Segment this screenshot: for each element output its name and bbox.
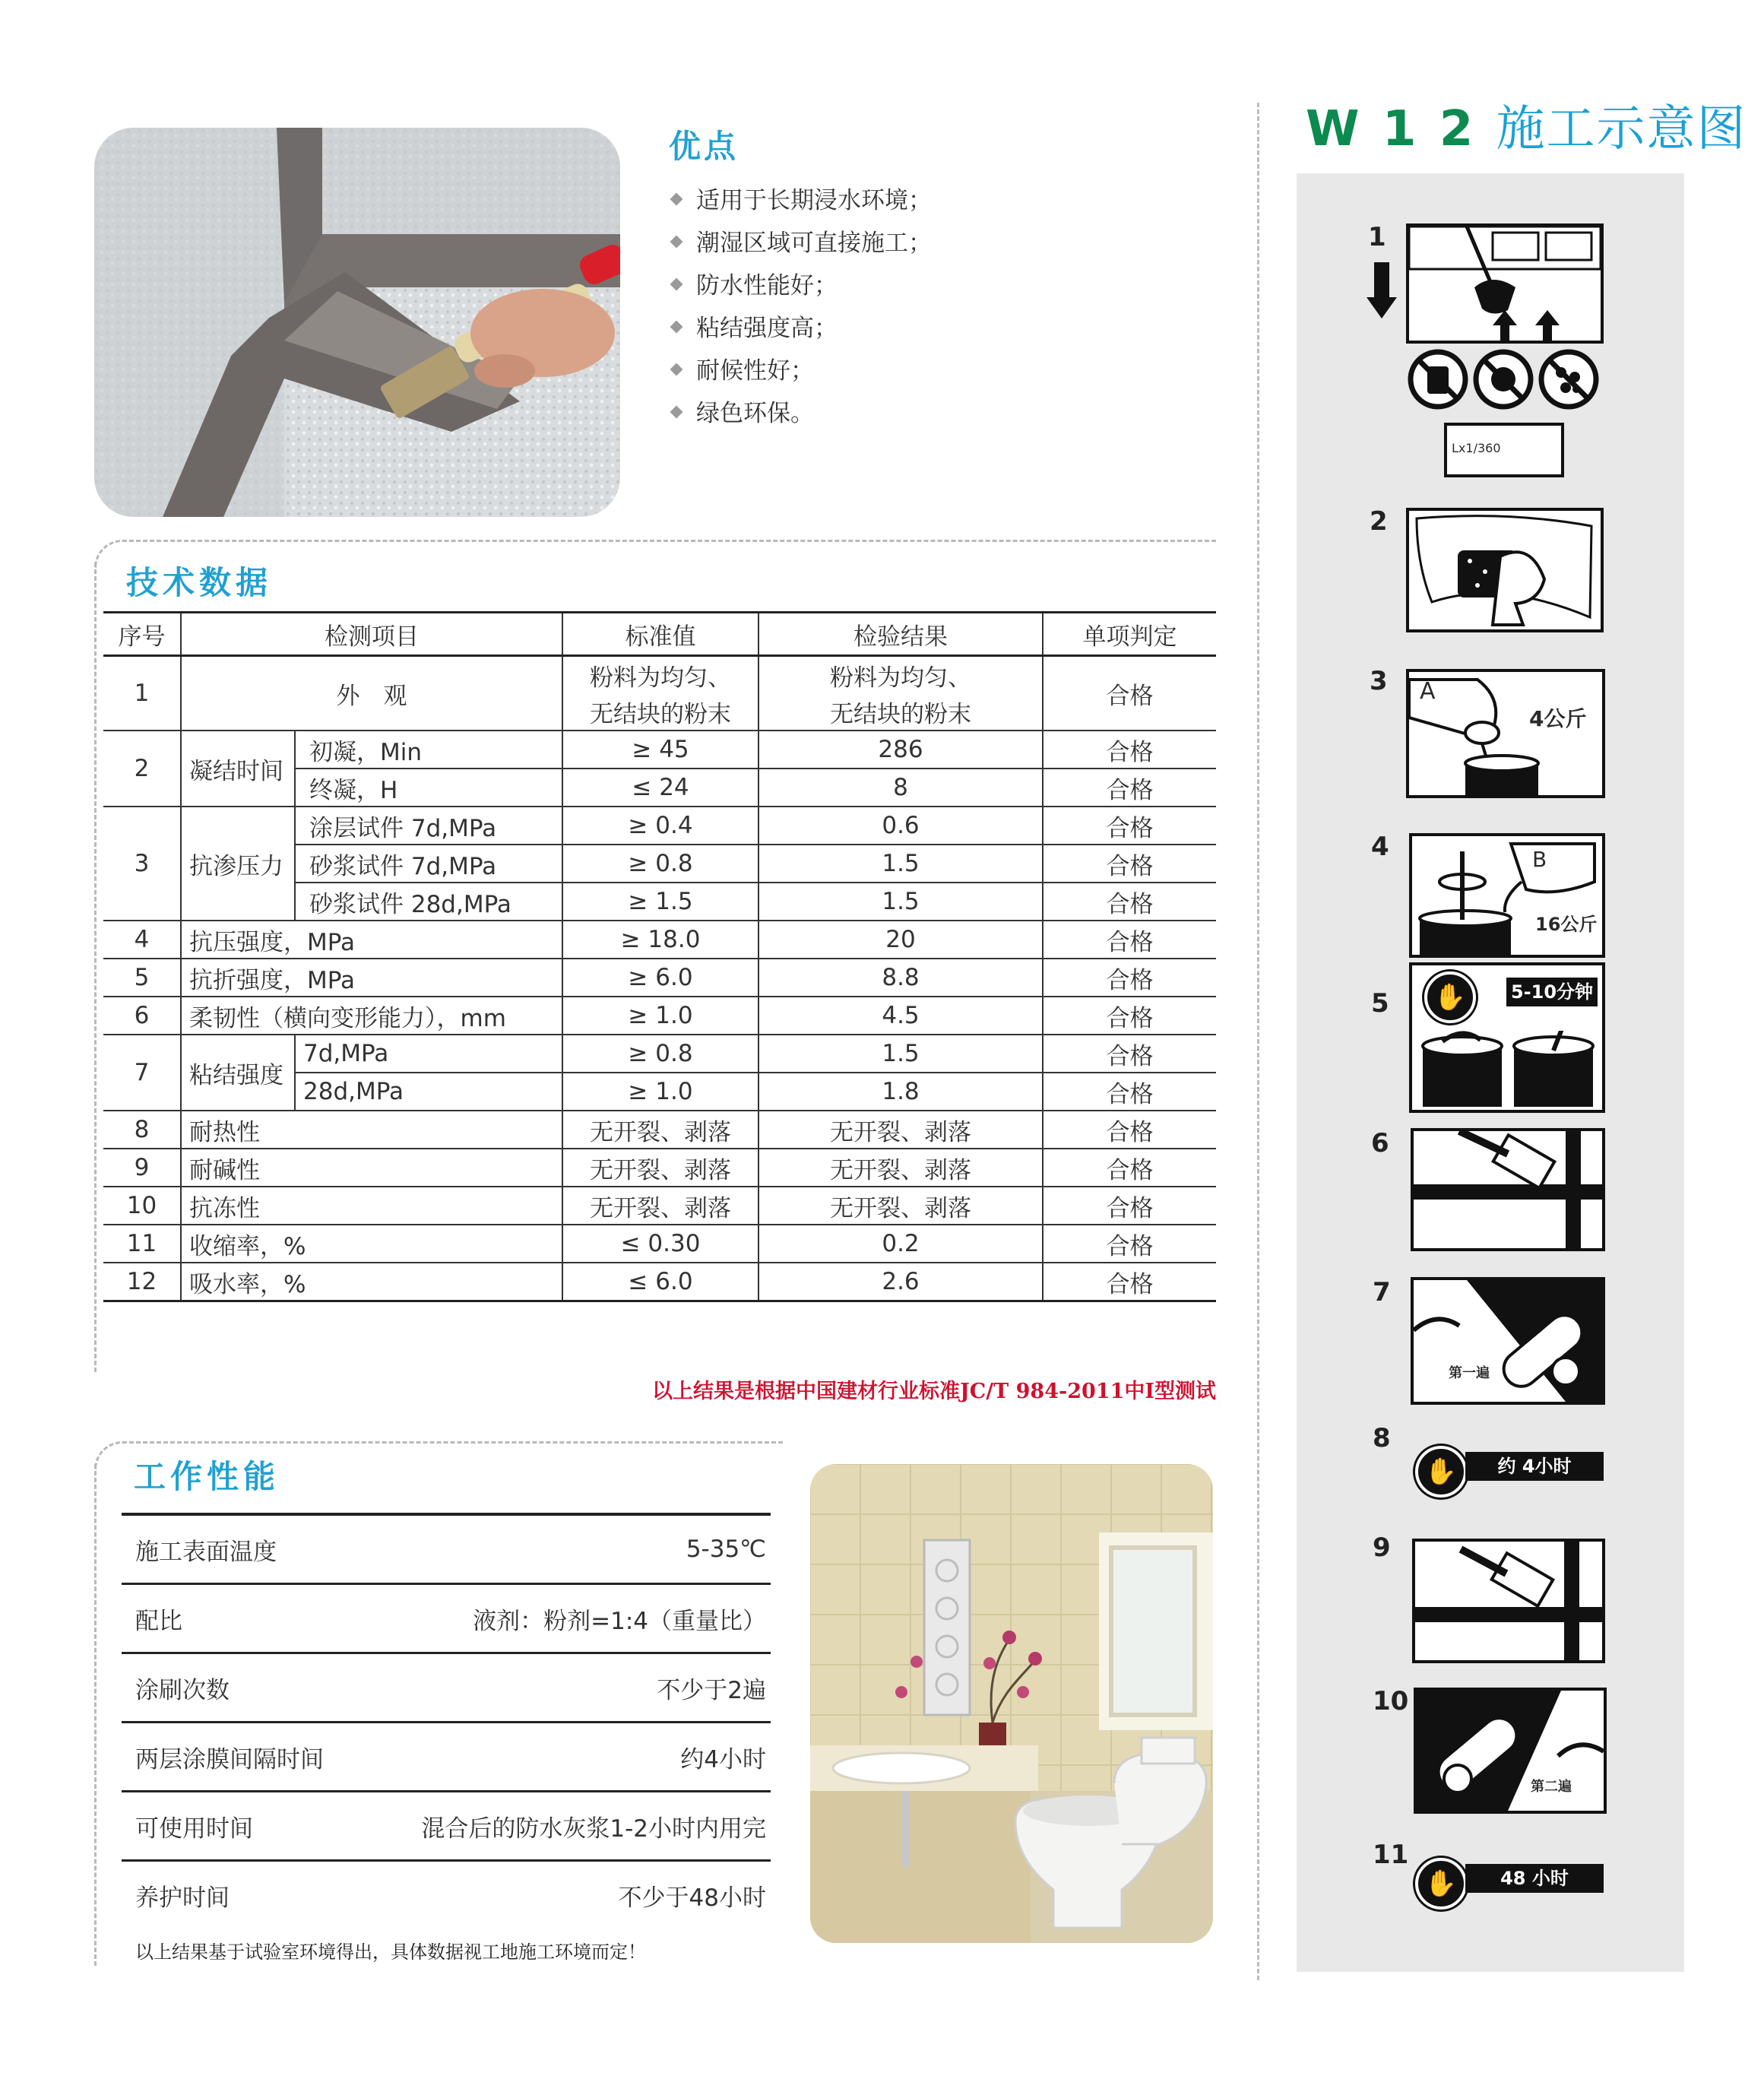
brush-corner-icon (1414, 1131, 1602, 1248)
step-1-surface-cleaning-card (1406, 223, 1604, 344)
table-row (103, 1149, 1216, 1187)
test-result: 286 (758, 731, 1043, 769)
table-row (103, 921, 1216, 959)
step-number: 1 (1368, 222, 1386, 252)
table-row (122, 1792, 771, 1861)
component-letter: A (1420, 678, 1436, 705)
corner-brushing-photo (94, 128, 620, 517)
diamond-bullet-icon (670, 363, 683, 376)
test-group: 凝结时间 (181, 731, 295, 807)
table-header: 检测项目 (181, 613, 562, 656)
step-number: 7 (1373, 1277, 1391, 1307)
test-item: 涂层试件 7d,MPa (295, 807, 562, 845)
flatness-label: Lx1/360 (1452, 441, 1501, 455)
test-item: 终凝，H (295, 769, 562, 807)
row-number: 2 (103, 731, 181, 807)
step-3-pour-liquid-card (1406, 669, 1605, 798)
brush-corner-icon (1415, 1542, 1602, 1660)
property-label: 施工表面温度 (122, 1514, 357, 1584)
test-result: 1.5 (758, 845, 1043, 883)
test-item: 抗冻性 (181, 1187, 562, 1225)
list-item: 耐候性好； (669, 350, 932, 392)
step-number: 2 (1370, 506, 1388, 537)
table-row (103, 959, 1216, 997)
verdict: 合格 (1043, 845, 1216, 883)
wait-time: 约 4小时 (1465, 1452, 1604, 1481)
diamond-bullet-icon (670, 278, 683, 291)
verdict: 合格 (1043, 1035, 1216, 1073)
standard-note: 以上结果是根据中国建材行业标准JC/T 984-2011中I型测试 (652, 1380, 1216, 1403)
row-number: 3 (103, 807, 181, 921)
section-divider (129, 1441, 783, 1444)
verdict: 合格 (1043, 769, 1216, 807)
property-value: 不少于2遍 (357, 1653, 771, 1723)
standard-value: ≥ 18.0 (562, 921, 758, 959)
test-result: 1.5 (758, 883, 1043, 921)
hand-stop-icon: ✋ (1415, 1858, 1467, 1910)
test-result: 无开裂、剥落 (758, 1187, 1043, 1225)
standard-value: ≥ 0.8 (562, 1035, 758, 1073)
standard-value: ≥ 1.0 (562, 997, 758, 1035)
pour-bottle-icon (1409, 672, 1602, 795)
test-item: 砂浆试件 7d,MPa (295, 845, 562, 883)
table-header: 单项判定 (1043, 613, 1216, 656)
section-divider (94, 1464, 97, 1966)
standard-value: ≥ 1.5 (562, 883, 758, 921)
row-number: 4 (103, 921, 181, 959)
test-result: 2.6 (758, 1263, 1043, 1301)
standard-value: 无开裂、剥落 (562, 1187, 758, 1225)
tech-data-table (103, 611, 1216, 1302)
verdict: 合格 (1043, 731, 1216, 769)
table-row (103, 997, 1216, 1035)
test-item: 7d,MPa (295, 1035, 562, 1073)
step-10-second-coat-card (1414, 1688, 1607, 1814)
step-5-rest-stir-card (1409, 962, 1605, 1113)
row-number: 11 (103, 1225, 181, 1263)
row-number: 5 (103, 959, 181, 997)
step-number: 11 (1373, 1840, 1409, 1870)
step-number: 10 (1373, 1686, 1409, 1716)
section-corner (94, 1441, 135, 1469)
test-result: 1.8 (758, 1073, 1043, 1111)
two-buckets-icon (1412, 1031, 1602, 1107)
verdict: 合格 (1043, 1263, 1216, 1301)
verdict: 合格 (1043, 1225, 1216, 1263)
test-item: 抗折强度，MPa (181, 959, 562, 997)
test-result: 8.8 (758, 959, 1043, 997)
table-row (103, 1263, 1216, 1301)
test-result: 1.5 (758, 1035, 1043, 1073)
standard-value: ≥ 0.8 (562, 845, 758, 883)
verdict: 合格 (1043, 656, 1216, 731)
step-number: 6 (1371, 1128, 1389, 1158)
standard-value: 无开裂、剥落 (562, 1111, 758, 1149)
property-label: 养护时间 (135, 1884, 230, 1912)
list-item: 潮湿区域可直接施工； (669, 222, 932, 265)
table-row (103, 656, 1216, 694)
section-divider (94, 563, 97, 1372)
standard-value: 粉料为均匀、 (562, 656, 758, 694)
diamond-bullet-icon (670, 193, 683, 206)
test-result: 无结块的粉末 (758, 693, 1043, 731)
table-header-row (103, 613, 1216, 656)
row-number: 1 (103, 656, 181, 731)
test-item: 砂浆试件 28d,MPa (295, 883, 562, 921)
standard-value: 无结块的粉末 (562, 693, 758, 731)
list-item: 粘结强度高； (669, 307, 932, 350)
hand-stop-icon: ✋ (1424, 971, 1476, 1023)
wait-time: 5-10分钟 (1506, 978, 1598, 1006)
verdict: 合格 (1043, 1149, 1216, 1187)
roller-icon (1414, 1280, 1602, 1402)
step-2-wetting-card (1406, 508, 1604, 632)
down-arrow-icon (1374, 262, 1389, 300)
product-code: W 1 2 (1306, 101, 1477, 157)
table-row (122, 1514, 771, 1584)
section-divider (129, 540, 1216, 542)
hand-stop-icon: ✋ (1415, 1446, 1467, 1498)
advantages-list (669, 179, 932, 435)
test-item: 外 观 (181, 656, 562, 731)
diamond-bullet-icon (670, 321, 683, 334)
panel-divider (1257, 103, 1259, 1980)
step-number: 5 (1371, 988, 1389, 1019)
test-result: 20 (758, 921, 1043, 959)
property-label: 配比 (122, 1584, 357, 1653)
step-number: 3 (1370, 666, 1388, 696)
advantages-title: 优点 (669, 128, 739, 165)
test-item: 柔韧性（横向变形能力），mm (181, 997, 562, 1035)
test-item: 吸水率，% (181, 1263, 562, 1301)
test-item: 初凝，Min (295, 731, 562, 769)
step-number: 4 (1371, 832, 1389, 862)
property-value: 5-35℃ (357, 1514, 771, 1584)
step-6-brush-corners-card (1411, 1128, 1605, 1251)
verdict: 合格 (1043, 959, 1216, 997)
work-performance-table (122, 1513, 771, 1929)
standard-value: 无开裂、剥落 (562, 1149, 758, 1187)
verdict: 合格 (1043, 1073, 1216, 1111)
component-quantity: 4公斤 (1529, 706, 1587, 731)
test-result: 无开裂、剥落 (758, 1111, 1043, 1149)
standard-value: ≥ 1.0 (562, 1073, 758, 1111)
property-value: 混合后的防水灰浆1-2小时内用完 (357, 1792, 771, 1861)
test-result: 4.5 (758, 997, 1043, 1035)
property-label: 涂刷次数 (122, 1653, 357, 1723)
test-item: 耐热性 (181, 1111, 562, 1149)
standard-value: ≥ 45 (562, 731, 758, 769)
tech-data-title: 技术数据 (126, 564, 273, 601)
bathroom-photo (810, 1464, 1213, 1943)
property-value: 约4小时 (357, 1723, 771, 1792)
diamond-bullet-icon (670, 406, 683, 419)
verdict: 合格 (1043, 997, 1216, 1035)
verdict: 合格 (1043, 883, 1216, 921)
diamond-bullet-icon (670, 236, 683, 249)
table-row (122, 1723, 771, 1792)
property-label: 两层涂膜间隔时间 (122, 1723, 357, 1792)
standard-value: ≤ 6.0 (562, 1263, 758, 1301)
work-performance-title: 工作性能 (134, 1458, 280, 1495)
verdict: 合格 (1043, 921, 1216, 959)
list-item: 适用于长期浸水环境； (669, 179, 932, 222)
step-7-first-coat-card (1411, 1277, 1605, 1405)
row-number: 7 (103, 1035, 181, 1111)
table-header: 序号 (103, 613, 181, 656)
coat-label: 第二遍 (1531, 1779, 1572, 1795)
standard-value: ≤ 0.30 (562, 1225, 758, 1263)
test-group: 抗渗压力 (181, 807, 295, 921)
list-item: 防水性能好； (669, 265, 932, 307)
roller-icon (1417, 1691, 1604, 1811)
row-number: 9 (103, 1149, 181, 1187)
step-4-add-powder-card (1409, 833, 1605, 958)
verdict: 合格 (1043, 1111, 1216, 1149)
table-row (103, 1111, 1216, 1149)
table-row (103, 1035, 1216, 1073)
test-item: 抗压强度，MPa (181, 921, 562, 959)
verdict: 合格 (1043, 807, 1216, 845)
test-item: 收缩率，% (181, 1225, 562, 1263)
standard-value: ≤ 24 (562, 769, 758, 807)
row-number: 8 (103, 1111, 181, 1149)
test-result: 粉料为均匀、 (758, 656, 1043, 694)
table-row (103, 1225, 1216, 1263)
table-row (103, 731, 1216, 769)
property-value: 液剂：粉剂=1:4（重量比） (357, 1584, 771, 1653)
table-row (122, 1861, 771, 1929)
component-letter: B (1532, 847, 1547, 872)
wait-time: 48 小时 (1465, 1864, 1604, 1893)
prohibited-contaminants-icons (1406, 347, 1601, 412)
table-row (122, 1653, 771, 1723)
verdict: 合格 (1043, 1187, 1216, 1225)
test-result: 0.6 (758, 807, 1043, 845)
sponge-hand-icon (1409, 511, 1601, 629)
test-result: 无开裂、剥落 (758, 1149, 1043, 1187)
flatness-check-card (1444, 423, 1564, 477)
property-label: 可使用时间 (122, 1792, 357, 1861)
component-quantity: 16公斤 (1535, 914, 1598, 935)
step-9-brush-corners-card (1412, 1539, 1605, 1663)
test-result: 8 (758, 769, 1043, 807)
standard-value: ≥ 6.0 (562, 959, 758, 997)
list-item: 绿色环保。 (669, 392, 932, 435)
standard-value: ≥ 0.4 (562, 807, 758, 845)
table-row (122, 1584, 771, 1653)
table-row (103, 807, 1216, 845)
cleaning-brush-icon (1409, 227, 1601, 341)
test-item: 耐碱性 (181, 1149, 562, 1187)
step-number: 8 (1373, 1423, 1391, 1453)
property-value: 不少于48小时 (618, 1884, 766, 1912)
table-header: 检验结果 (758, 613, 1043, 656)
row-number: 12 (103, 1263, 181, 1301)
coat-label: 第一遍 (1449, 1365, 1490, 1381)
mixing-icon (1412, 836, 1602, 955)
table-header: 标准值 (562, 613, 758, 656)
test-group: 粘结强度 (181, 1035, 295, 1111)
diagram-title-text: 施工示意图 (1496, 101, 1747, 157)
test-item: 28d,MPa (295, 1073, 562, 1111)
table-row (103, 1187, 1216, 1225)
environment-note: 以上结果基于试验室环境得出，具体数据视工地施工环境而定！ (135, 1941, 646, 1963)
row-number: 6 (103, 997, 181, 1035)
row-number: 10 (103, 1187, 181, 1225)
test-result: 0.2 (758, 1225, 1043, 1263)
diagram-title (1306, 90, 1747, 160)
step-number: 9 (1373, 1532, 1391, 1563)
